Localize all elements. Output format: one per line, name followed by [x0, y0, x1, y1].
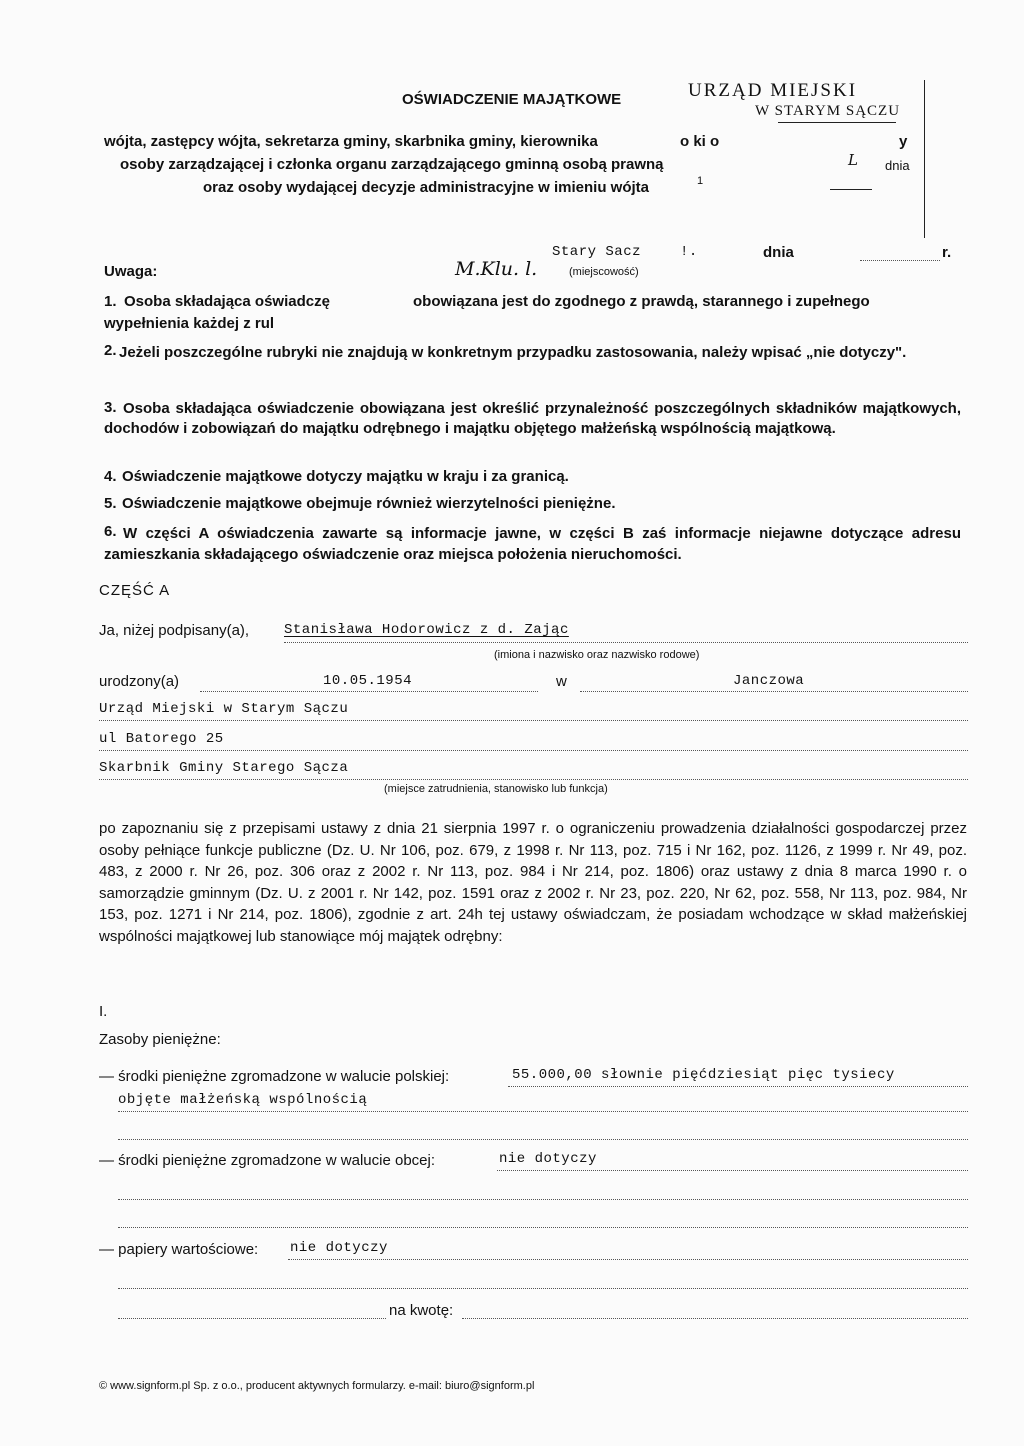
foreign-funds-line [497, 1170, 968, 1171]
securities-line-3a [118, 1318, 386, 1319]
date-suffix: r. [942, 244, 952, 261]
employment-caption: (miejsce zatrudnienia, stanowisko lub funkcja) [384, 783, 608, 795]
pln-funds-value-cont: objęte małżeńską wspólnością [118, 1092, 368, 1108]
full-name-line [284, 642, 968, 643]
note-1-text-a: Osoba składająca oświadczę [124, 293, 330, 310]
address-value: ul Batorego 25 [99, 731, 224, 747]
header-dash [830, 189, 872, 190]
full-name-caption: (imiona i nazwisko oraz nazwisko rodowe) [494, 649, 700, 661]
note-1-text-c: wypełnienia każdej z rul [104, 315, 275, 332]
header-line-2-end: dnia [885, 158, 910, 173]
header-line-2-mark: L [848, 151, 858, 169]
note-2-number: 2. [104, 342, 117, 359]
place-caption: (miejscowość) [569, 266, 639, 278]
securities-line-2 [118, 1288, 968, 1289]
note-6-text: W części A oświadczenia zawarte są informacje jawne, w części B zaś informacje niejawne dotyczące adresu zamieszkania składającego oświadczenie oraz miejsca położenia nieruchomości. [104, 525, 961, 563]
office-stamp-line1: URZĄD MIEJSKI [688, 80, 858, 101]
stamp-underline [778, 122, 896, 123]
foreign-funds-line-2 [118, 1199, 968, 1200]
footer-copyright: © www.signform.pl Sp. z o.o., producent aktywnych formularzy. e-mail: biuro@signform.pl [99, 1380, 535, 1392]
date-field-line [860, 260, 940, 261]
form-title: OŚWIADCZENIE MAJĄTKOWE [402, 91, 622, 108]
birth-place-line [580, 691, 968, 692]
legal-basis-text: po zapoznaniu się z przepisami ustawy z dnia 21 sierpnia 1997 r. o ograniczeniu prowadzenia działalności gospodarczej przez osoby pełniące funkcje publiczne (Dz. U. Nr 106, poz. 679, z 1998 r. Nr 113, poz. 715 i Nr 162, poz. 1126, z 1999 r. Nr 49, poz. 483, z 2000 r. Nr 26, poz. 306 oraz z 2002 r. Nr 113, poz. 984 i Nr 214, poz. 1806) oraz ustawy z dnia 8 marca 1990 r. o samorządzie gminnym (Dz. U. z 2001 r. Nr 142, poz. 1591 oraz z 2002 r. Nr 23, poz. 220, Nr 62, poz. 558, Nr 113, poz. 984, Nr 153, poz. 1271 i Nr 214, poz. 1806), zgodnie z art. 24h tej ustawy oświadczam, że posiadam wchodzące w skład małżeńskiej wspólności majątkowej lub stanowiące mój majątek odrębny: [99, 820, 967, 945]
note-3-text: Osoba składająca oświadczenie obowiązana jest określić przynależność poszczególnych składników majątkowych, dochodów i zobowiązań do majątku odrębnego i majątku objętego małżeńską wspólnością majątkową. [104, 400, 961, 437]
address-line [99, 750, 968, 751]
stamp-border-line [924, 80, 925, 238]
employer-line [99, 720, 968, 721]
pln-funds-line-3 [118, 1139, 968, 1140]
full-name-value: Stanisława Hodorowicz z d. Zając [284, 622, 569, 638]
office-stamp-line2: W STARYM SĄCZU [755, 103, 901, 119]
securities-label: — papiery wartościowe: [99, 1241, 259, 1258]
note-1-number: 1. [104, 293, 117, 310]
note-1-text-b: obowiązana jest do zgodnego z prawdą, starannego i zupełnego [413, 293, 870, 310]
handwritten-initials: M.Klu. l. [455, 258, 538, 280]
section-i-title: Zasoby pieniężne: [99, 1031, 221, 1048]
note-3-number: 3. [104, 399, 117, 416]
note-6-number: 6. [104, 523, 117, 540]
note-2-text: Jeżeli poszczególne rubryki nie znajdują w konkretnym przypadku zastosowania, należy wpisać „nie dotyczy". [119, 344, 907, 361]
pln-funds-line [508, 1086, 968, 1087]
date-label: dnia [763, 244, 794, 261]
birth-place-value: Janczowa [733, 673, 805, 689]
position-line [99, 779, 968, 780]
securities-value: nie dotyczy [290, 1240, 388, 1256]
note-5-number: 5. [104, 495, 117, 512]
pln-funds-line-2 [118, 1111, 968, 1112]
note-4-text: Oświadczenie majątkowe dotyczy majątku w kraju i za granicą. [122, 468, 569, 485]
place-mark: !. [680, 244, 698, 260]
pln-funds-label: — środki pieniężne zgromadzone w walucie polskiej: [99, 1068, 450, 1085]
header-line-3-footnote: 1 [697, 175, 704, 187]
position-value: Skarbnik Gminy Starego Sącza [99, 760, 349, 776]
section-i-number: I. [99, 1003, 108, 1020]
pln-funds-value: 55.000,00 słownie pięćdziesiąt pięc tysiecy [512, 1067, 895, 1083]
place-value: Stary Sacz [552, 244, 642, 260]
birth-date-value: 10.05.1954 [323, 673, 413, 689]
header-line-1-end: y [899, 133, 908, 150]
born-in-label: w [556, 673, 567, 690]
born-label: urodzony(a) [99, 673, 180, 690]
securities-line [288, 1259, 968, 1260]
amount-label: na kwotę: [389, 1302, 454, 1319]
part-a-heading: CZĘŚĆ A [99, 582, 171, 599]
foreign-funds-label: — środki pieniężne zgromadzone w walucie obcej: [99, 1152, 436, 1169]
header-line-1: wójta, zastępcy wójta, sekretarza gminy, skarbnika gminy, kierownika [104, 133, 598, 150]
note-5-text: Oświadczenie majątkowe obejmuje również wierzytelności pieniężne. [122, 495, 616, 512]
amount-line [462, 1318, 968, 1319]
note-4-number: 4. [104, 468, 117, 485]
foreign-funds-value: nie dotyczy [499, 1151, 597, 1167]
employer-value: Urząd Miejski w Starym Sączu [99, 701, 349, 717]
birth-date-line [200, 691, 538, 692]
signed-label: Ja, niżej podpisany(a), [99, 622, 250, 639]
header-line-1-tail: o ki o [680, 133, 720, 150]
note-label: Uwaga: [104, 263, 158, 280]
header-line-3: oraz osoby wydającej decyzje administracyjne w imieniu wójta [203, 179, 649, 196]
foreign-funds-line-3 [118, 1227, 968, 1228]
header-line-2: osoby zarządzającej i członka organu zarządzającego gminną osobą prawną [120, 156, 664, 173]
